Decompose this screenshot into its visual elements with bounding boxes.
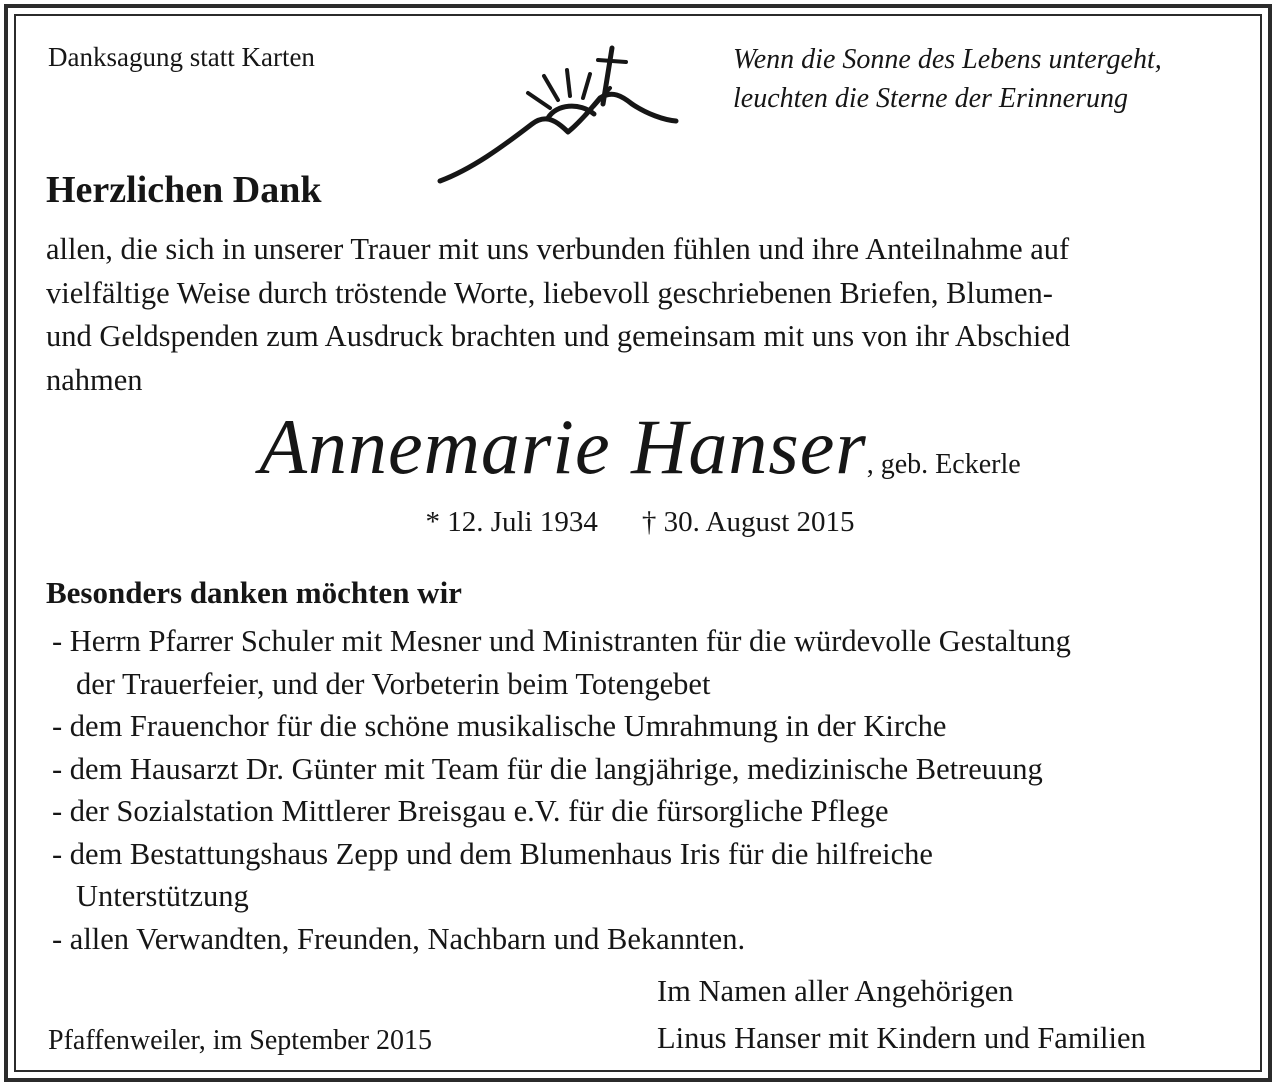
place-date: Pfaffenweiler, im September 2015	[48, 1025, 433, 1056]
list-item: - Herrn Pfarrer Schuler mit Mesner und Ministranten für die würdevolle Gestaltung	[52, 624, 1071, 658]
birth-date: * 12. Juli 1934	[425, 506, 598, 538]
list-item: - dem Frauenchor für die schöne musikalische Umrahmung in der Kirche	[52, 709, 947, 743]
motto-line-1: Wenn die Sonne des Lebens untergeht,	[733, 44, 1162, 75]
intro-line: allen, die sich in unserer Trauer mit uns verbunden fühlen und ihre Anteilnahme auf	[46, 232, 1070, 266]
intro-paragraph	[46, 228, 1236, 402]
thanks-list	[52, 620, 1071, 960]
maiden-name: , geb. Eckerle	[866, 449, 1021, 480]
motto-line-2: leuchten die Sterne der Erinnerung	[733, 83, 1129, 114]
subheading: Besonders danken möchten wir	[46, 575, 462, 610]
death-date: † 30. August 2015	[641, 506, 855, 538]
list-item: - der Sozialstation Mittlerer Breisgau e.V. für die fürsorgliche Pflege	[52, 794, 889, 828]
list-item: - allen Verwandten, Freunden, Nachbarn und Bekannten.	[52, 921, 746, 956]
intro-line: nahmen	[46, 362, 143, 397]
intro-line: und Geldspenden zum Ausdruck brachten und gemeinsam mit uns von ihr Abschied	[46, 319, 1071, 353]
motto	[733, 40, 1162, 118]
signature-line-1: Im Namen aller Angehörigen	[657, 974, 1014, 1008]
deceased-name: Annemarie Hanser	[259, 403, 867, 490]
intro-line: vielfältige Weise durch tröstende Worte, liebevoll geschriebenen Briefen, Blumen-	[46, 275, 1053, 310]
deceased-name-line	[0, 402, 1280, 492]
signature-line-2: Linus Hanser mit Kindern und Familien	[657, 1021, 1146, 1055]
card-label: Danksagung statt Karten	[48, 42, 315, 72]
list-item-continuation: der Trauerfeier, und der Vorbeterin beim Totengebet	[76, 666, 711, 701]
heading: Herzlichen Dank	[46, 169, 322, 211]
list-item-continuation: Unterstützung	[76, 879, 249, 913]
sunset-cross-mountain-icon	[432, 44, 682, 189]
list-item: - dem Bestattungshaus Zepp und dem Blumenhaus Iris für die hilfreiche	[52, 836, 933, 871]
list-item: - dem Hausarzt Dr. Günter mit Team für die langjährige, medizinische Betreuung	[52, 751, 1043, 786]
life-dates	[0, 506, 1280, 539]
